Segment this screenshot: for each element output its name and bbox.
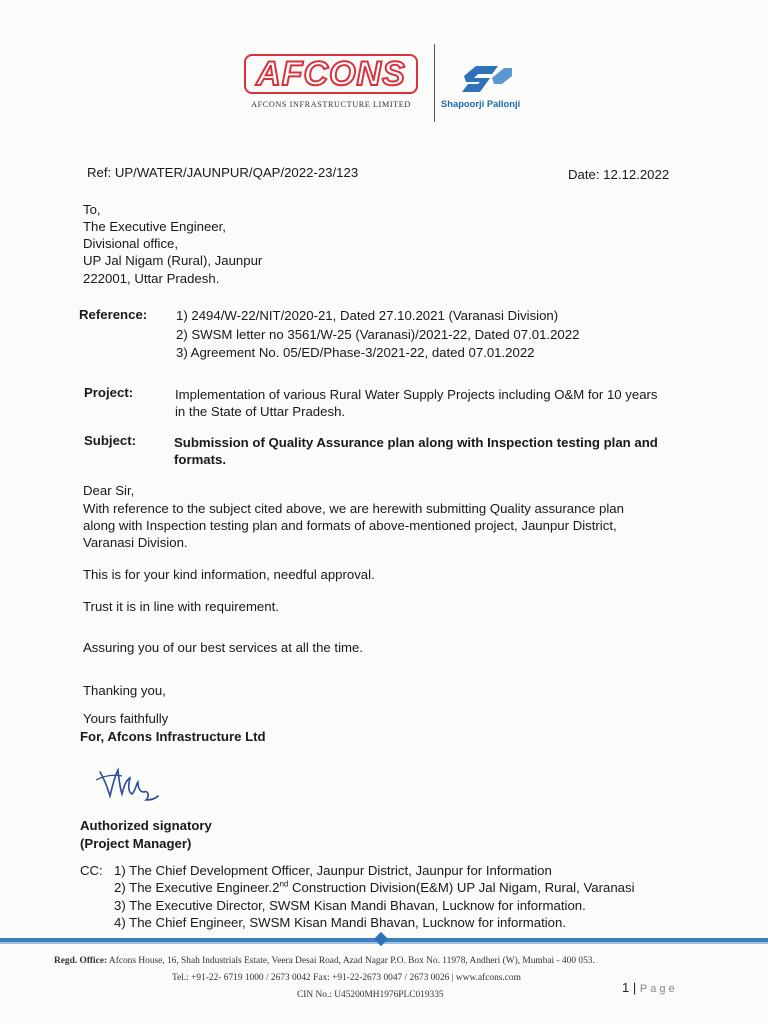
registered-office: Regd. Office: Afcons House, 16, Shah Industrials Estate, Veera Desai Road, Azad Nagar P.O. Box No. 11978, Andheri (W), Mumbai - 400 053.: [54, 956, 595, 966]
footer-cin: CIN No.: U45200MH1976PLC019335: [297, 990, 444, 1000]
afcons-logo-text: AFCONS: [256, 55, 406, 93]
shapoorji-pallonji-logo-icon: [458, 62, 514, 98]
address-line: UP Jal Nigam (Rural), Jaunpur: [83, 253, 263, 268]
reference-number: Ref: UP/WATER/JAUNPUR/QAP/2022-23/123: [87, 165, 359, 180]
subject-line: Submission of Quality Assurance plan along with Inspection testing plan and: [174, 435, 658, 450]
subject-line: formats.: [174, 452, 227, 467]
salutation: Dear Sir,: [83, 483, 135, 498]
signatory-title: Authorized signatory: [80, 818, 212, 833]
logo-divider: [434, 44, 435, 122]
cc-label: CC:: [80, 863, 103, 878]
footer-contact: Tel.: +91-22- 6719 1000 / 2673 0042 Fax: +91-22-2673 0047 / 2673 0026 | www.afcons.com: [172, 973, 521, 983]
company-sign-line: For, Afcons Infrastructure Ltd: [80, 729, 266, 744]
address-line: Divisional office,: [83, 236, 179, 251]
afcons-logo: [244, 54, 418, 94]
cc-item: 1) The Chief Development Officer, Jaunpur District, Jaunpur for Information: [114, 863, 552, 878]
signature-icon: [92, 760, 162, 810]
cc-item: 2) The Executive Engineer.2nd Construction Division(E&M) UP Jal Nigam, Rural, Varanasi: [114, 879, 635, 895]
closing-line: Yours faithfully: [83, 711, 169, 726]
thanks-line: Thanking you,: [83, 683, 166, 698]
body-paragraph-line: Varanasi Division.: [83, 535, 188, 550]
project-line: in the State of Uttar Pradesh.: [175, 404, 346, 419]
project-line: Implementation of various Rural Water Supply Projects including O&M for 10 years: [175, 387, 658, 402]
cc-item: 3) The Executive Director, SWSM Kisan Mandi Bhavan, Lucknow for information.: [114, 898, 586, 913]
company-subtitle: AFCONS INFRASTRUCTURE LIMITED: [251, 100, 411, 109]
body-paragraph: This is for your kind information, needful approval.: [83, 567, 375, 582]
body-paragraph-line: along with Inspection testing plan and formats of above-mentioned project, Jaunpur District,: [83, 518, 617, 533]
page-number: 1 | Page: [622, 980, 678, 995]
body-paragraph: Trust it is in line with requirement.: [83, 599, 279, 614]
subject-label: Subject:: [84, 433, 137, 448]
partner-logo-text: Shapoorji Pallonji: [441, 98, 521, 109]
reference-item: 2) SWSM letter no 3561/W-25 (Varanasi)/2021-22, Dated 07.01.2022: [176, 327, 580, 342]
cc-item: 4) The Chief Engineer, SWSM Kisan Mandi Bhavan, Lucknow for information.: [114, 915, 567, 930]
reference-item: 1) 2494/W-22/NIT/2020-21, Dated 27.10.2021 (Varanasi Division): [176, 308, 559, 323]
reference-item: 3) Agreement No. 05/ED/Phase-3/2021-22, dated 07.01.2022: [176, 345, 535, 360]
letter-date: Date: 12.12.2022: [568, 167, 670, 182]
address-line: 222001, Uttar Pradesh.: [83, 271, 220, 286]
reference-label: Reference:: [79, 307, 148, 322]
body-paragraph: Assuring you of our best services at all the time.: [83, 640, 363, 655]
address-line: The Executive Engineer,: [83, 219, 226, 234]
address-line: To,: [83, 202, 101, 217]
project-label: Project:: [84, 385, 134, 400]
signatory-role: (Project Manager): [80, 836, 192, 851]
body-paragraph-line: With reference to the subject cited above, we are herewith submitting Quality assurance plan: [83, 501, 624, 516]
